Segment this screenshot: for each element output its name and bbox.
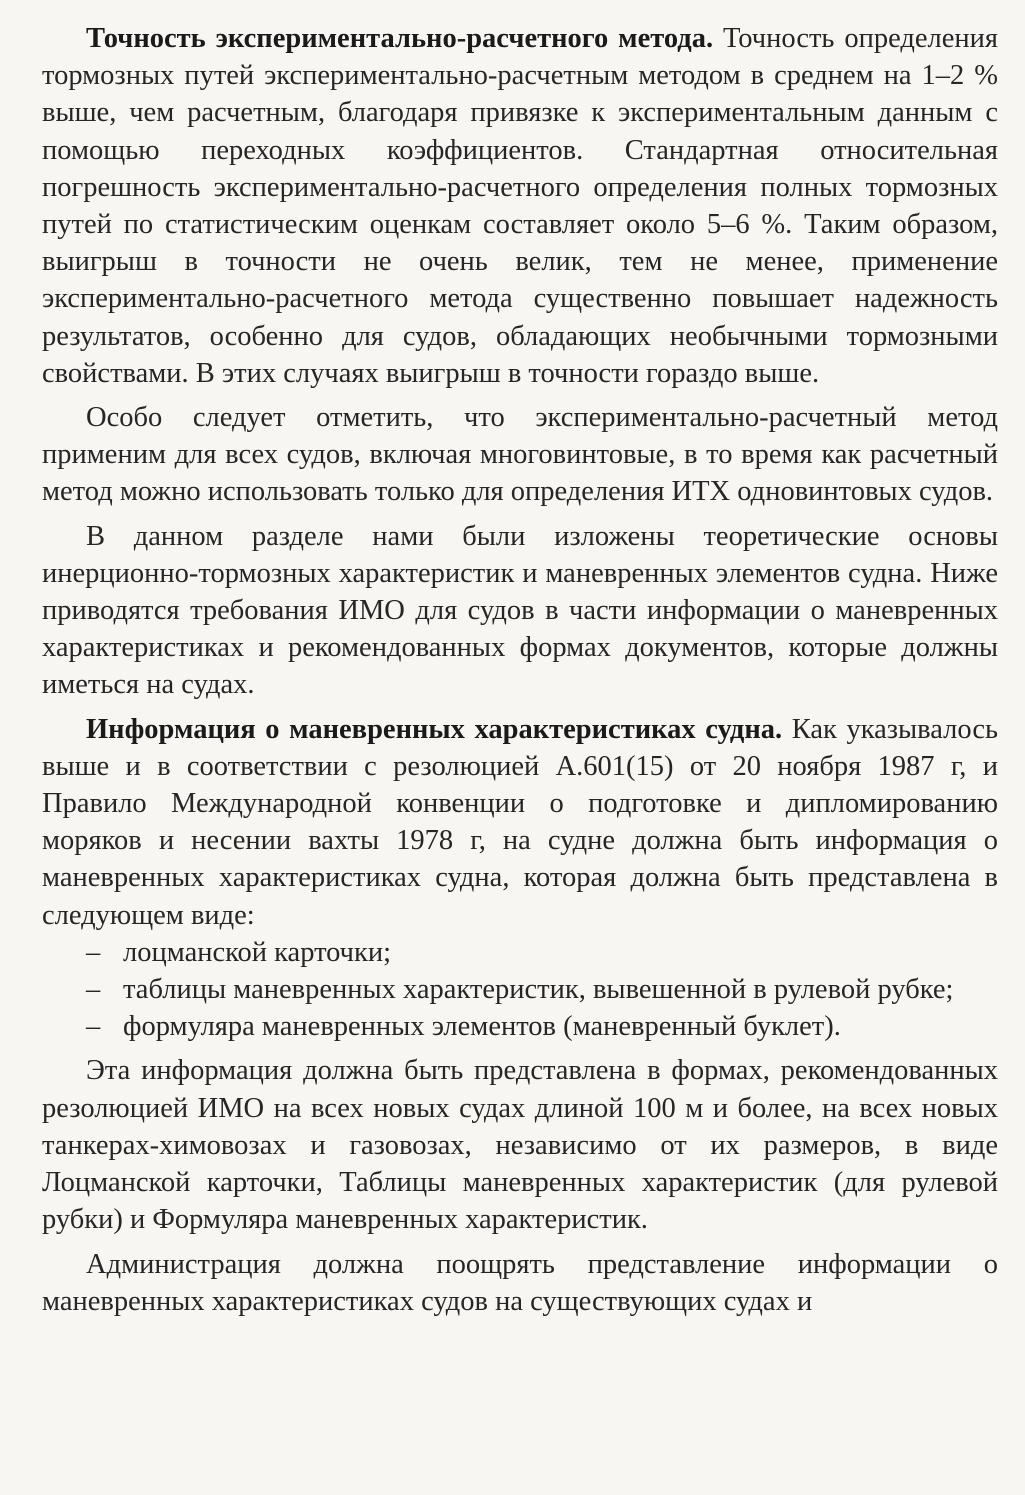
paragraph-section-summary bbox=[42, 518, 998, 704]
paragraph-maneuvering-info-heading: Информация о маневренных характеристиках судна. bbox=[86, 713, 783, 745]
paragraph-applicability bbox=[42, 399, 998, 511]
paragraph-forms-requirement-text: Эта информация должна быть представлена в формах, рекомендованных резолюцией ИМО на всех новых судах длиной 100 м и более, на всех новых танкерах-химовозах и газовозах, независимо от их размеров, в виде Лоцманской карточки, Таблицы маневренных характеристик (для рулевой рубки) и Формуляра маневренных характеристик. bbox=[42, 1055, 998, 1236]
list-item-text: формуляра маневренных элементов (маневренный буклет). bbox=[123, 1011, 841, 1043]
document-page bbox=[42, 20, 998, 1327]
paragraph-administration bbox=[42, 1246, 998, 1320]
list-item bbox=[42, 934, 998, 971]
list-item bbox=[42, 1008, 998, 1045]
paragraph-accuracy bbox=[42, 20, 998, 392]
list-item-marker: – bbox=[86, 1011, 101, 1043]
paragraph-applicability-text: Особо следует отметить, что экспериментально-расчетный метод применим для всех судов, включая многовинтовые, в то время как расчетный метод можно использовать только для определения ИТХ одновинтовых судов. bbox=[42, 402, 998, 508]
document-forms-list bbox=[42, 934, 998, 1046]
paragraph-maneuvering-info-text: Как указывалось выше и в соответствии с резолюцией А.601(15) от 20 ноября 1987 г, и Правило Международной конвенции о подготовке и дипломированию моряков и несении вахты 1978 г, на судне должна быть информация о маневренных характеристиках судна, которая должна быть представлена в следующем виде: bbox=[42, 713, 998, 931]
paragraph-administration-text: Администрация должна поощрять представление информации о маневренных характеристиках судов на существующих судах и bbox=[42, 1248, 998, 1317]
paragraph-forms-requirement bbox=[42, 1052, 998, 1238]
list-item-marker: – bbox=[86, 936, 101, 968]
paragraph-accuracy-heading: Точность экспериментально-расчетного метода. bbox=[86, 23, 714, 54]
paragraph-maneuvering-info bbox=[42, 711, 998, 934]
list-item-text: лоцманской карточки; bbox=[123, 936, 392, 968]
list-item-text: таблицы маневренных характеристик, вывешенной в рулевой рубке; bbox=[123, 974, 954, 1006]
paragraph-accuracy-text: Точность определения тормозных путей экспериментально-расчетным методом в среднем на 1–2 % выше, чем расчетным, благодаря привязке к экспериментальным данным с помощью переходных коэффициентов. Стандартная относительная погрешность экспериментально-расчетного определения полных тормозных путей по статистическим оценкам составляет около 5–6 %. Таким образом, выигрыш в точности не очень велик, тем не менее, применение экспериментально-расчетного метода существенно повышает надежность результатов, особенно для судов, обладающих необычными тормозными свойствами. В этих случаях выигрыш в точности гораздо выше. bbox=[42, 23, 998, 389]
list-item-marker: – bbox=[86, 974, 101, 1006]
paragraph-section-summary-text: В данном разделе нами были изложены теоретические основы инерционно-тормозных характеристик и маневренных элементов судна. Ниже приводятся требования ИМО для судов в части информации о маневренных характеристиках и рекомендованных формах документов, которые должны иметься на судах. bbox=[42, 520, 998, 701]
list-item bbox=[42, 971, 998, 1008]
